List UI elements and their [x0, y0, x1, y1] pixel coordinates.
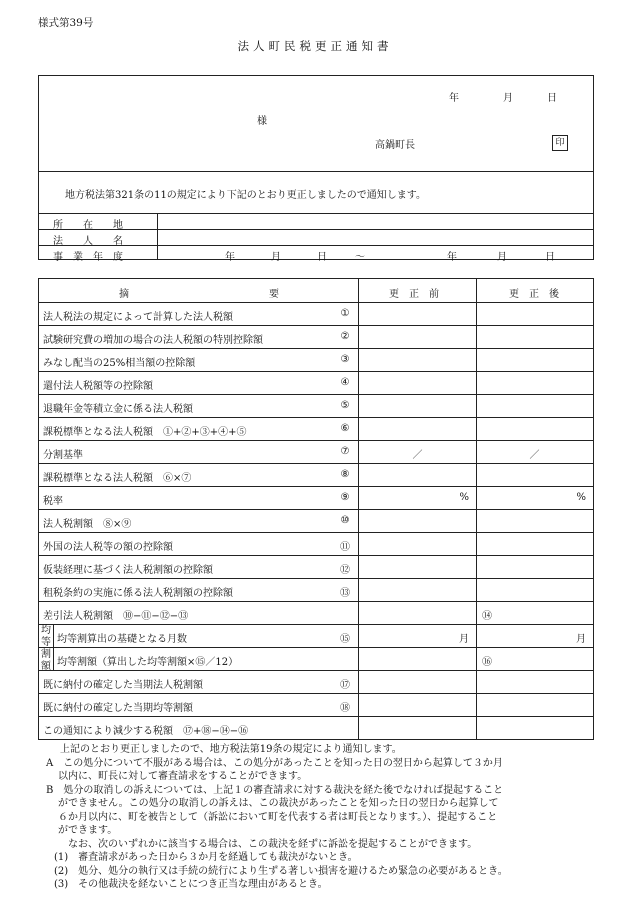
period-y1: 年 [225, 252, 235, 263]
table-row [39, 372, 593, 395]
table-row [39, 556, 593, 579]
table-row [39, 395, 593, 418]
date-day: 日 [547, 93, 557, 104]
row-number: ③ [340, 354, 350, 365]
table-row [39, 349, 593, 372]
row-number: ⑬ [340, 588, 350, 599]
mayor-label: 高鍋町長 [375, 140, 415, 151]
row-label: 既に納付の確定した当期均等割額 [43, 703, 193, 714]
seal-mark: 印 [552, 135, 568, 151]
row-label: 還付法人税額等の控除額 [43, 381, 153, 392]
notice-text: 地方税法第321条の11の規定により下記のとおり更正しましたので通知します。 [65, 190, 427, 201]
row-number: ⑮ [340, 634, 350, 645]
note-line: ができます。 [58, 825, 118, 836]
row-number: ⑨ [340, 492, 350, 503]
after-value: % [576, 492, 586, 503]
table-row [39, 625, 593, 648]
row-label: 税率 [43, 496, 63, 507]
table-row [39, 717, 593, 740]
row-number: ⑪ [340, 542, 350, 553]
table-header-row [39, 279, 593, 303]
note-line: (3) その他裁決を経ないことにつき正当な理由があるとき。 [54, 879, 328, 890]
note-line: 以内に、町長に対して審査請求をすることができます。 [58, 771, 308, 782]
note-line: B 処分の取消しの訴えについては、上記１の審査請求に対する裁決を経た後でなければ提起すること [46, 784, 504, 796]
row-number: ⑤ [340, 400, 350, 411]
row-label: この通知により減少する税額 ⑰+⑱−⑭−⑯ [43, 726, 249, 737]
table-row [39, 464, 593, 487]
row-number: ⑦ [340, 446, 350, 457]
after-value: ／ [529, 450, 540, 461]
after-value: ⑭ [482, 611, 492, 622]
notes-section [46, 743, 606, 892]
table-row [39, 510, 593, 533]
row-number: ⑥ [340, 423, 350, 434]
row-number: ② [340, 331, 350, 342]
table-row [39, 602, 593, 625]
row-label: 既に納付の確定した当期法人税割額 [43, 680, 203, 691]
row-label: 仮装経理に基づく法人税割額の控除額 [43, 565, 213, 576]
field-period-label: 事 業 年 度 [53, 252, 123, 263]
period-y2: 年 [447, 252, 457, 263]
row-label: 課税標準となる法人税額 ⑥×⑦ [43, 473, 192, 484]
note-line: ができません。この処分の取消しの訴えは、この裁決があったことを知った日の翌日から起算して [58, 798, 499, 809]
row-label: 試験研究費の増加の場合の法人税額の特別控除額 [43, 335, 263, 346]
header-after: 更 正 後 [509, 289, 559, 300]
note-line: (1) 審査請求があった日から３か月を経過しても裁決がないとき。 [54, 852, 358, 863]
row-label: 均等割額（算出した均等割額×⑮／12） [57, 657, 239, 668]
before-value: % [459, 492, 469, 503]
row-number: ⑫ [340, 565, 350, 576]
after-value: 月 [576, 634, 586, 645]
table-row [39, 648, 593, 671]
row-number: ⑰ [340, 680, 350, 691]
row-label: みなし配当の25%相当額の控除額 [43, 358, 196, 369]
table-row [39, 533, 593, 556]
row-label: 分割基準 [43, 450, 83, 461]
table-row [39, 579, 593, 602]
row-number: ⑧ [340, 469, 350, 480]
field-location-label: 所 在 地 [53, 220, 123, 231]
note-line: なお、次のいずれかに該当する場合は、この裁決を経ずに訴訟を提起することができます。 [68, 838, 478, 850]
table-row [39, 694, 593, 717]
equal-share-side-label: 均 等 割 額 [39, 625, 54, 671]
row-label: 租税条約の実施に係る法人税割額の控除額 [43, 588, 233, 599]
row-number: ⑩ [340, 515, 350, 526]
table-row [39, 441, 593, 464]
address-box [38, 75, 594, 263]
period-d2: 日 [545, 252, 555, 263]
row-label: 差引法人税割額 ⑩−⑪−⑫−⑬ [43, 611, 189, 622]
note-line: (2) 処分、処分の執行又は手続の続行により生ずる著しい損害を避けるため緊急の必要があるとき。 [54, 865, 508, 877]
period-d1: 日 [317, 252, 327, 263]
field-company-label: 法 人 名 [53, 236, 123, 247]
note-line: ６か月以内に、町を被告として（訴訟において町を代表する者は町長となります。）、提起すること [58, 811, 498, 823]
page-title: 法人町民税更正通知書 [237, 39, 393, 53]
row-label: 課税標準となる法人税額 ①+②+③+④+⑤ [43, 427, 247, 438]
date-month: 月 [503, 93, 513, 104]
row-number: ⑱ [340, 703, 350, 714]
table-row [39, 418, 593, 441]
note-line: A この処分について不服がある場合は、この処分があったことを知った日の翌日から起算して３か月 [46, 757, 503, 769]
note-line: 上記のとおり更正しましたので、地方税法第19条の規定により通知します。 [60, 744, 402, 755]
after-value: ⑯ [482, 657, 492, 668]
table-row [39, 326, 593, 349]
header-before: 更 正 前 [389, 289, 439, 300]
row-label: 外国の法人税等の額の控除額 [43, 542, 173, 553]
header-summary: 摘 要 [119, 289, 279, 300]
period-m2: 月 [497, 252, 507, 263]
form-number: 様式第39号 [38, 17, 94, 29]
table-row [39, 671, 593, 694]
period-m1: 月 [271, 252, 281, 263]
row-number: ① [340, 308, 350, 319]
row-label: 法人税法の規定によって計算した法人税額 [43, 312, 233, 323]
addressee-suffix: 様 [257, 116, 267, 127]
table-row [39, 303, 593, 326]
date-year: 年 [449, 93, 459, 104]
row-label: 退職年金等積立金に係る法人税額 [43, 404, 193, 415]
before-value: ／ [412, 450, 423, 461]
row-number: ④ [340, 377, 350, 388]
row-label: 法人税割額 ⑧×⑨ [43, 519, 132, 530]
calculation-table [38, 278, 594, 740]
before-value: 月 [459, 634, 469, 645]
row-label: 均等割算出の基礎となる月数 [57, 634, 187, 645]
table-row [39, 487, 593, 510]
period-tilde: 〜 [355, 252, 365, 263]
